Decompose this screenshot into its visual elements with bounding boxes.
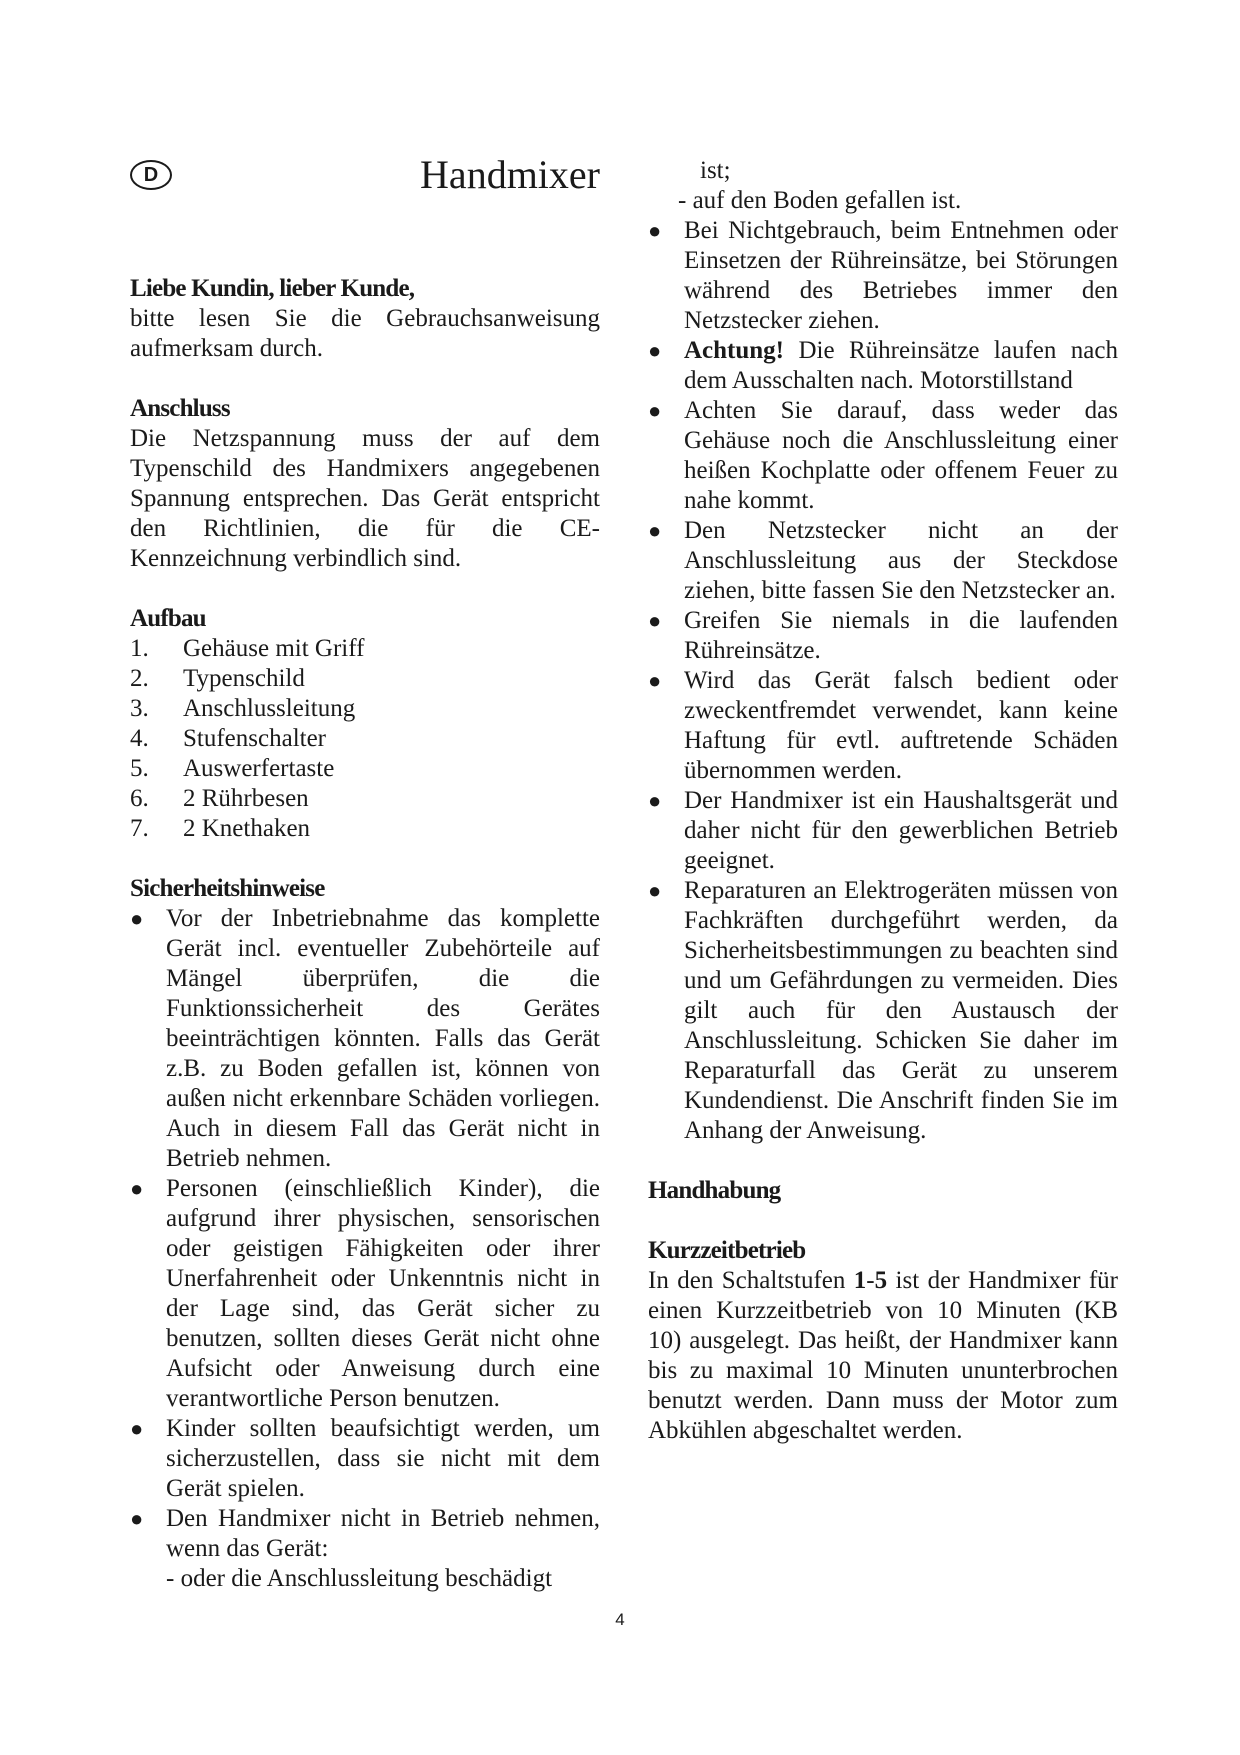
intro-text: bitte lesen Sie die Gebrauchsanweisung aufmerksam durch. — [130, 305, 600, 362]
list-item: 3. Anschlussleitung — [130, 695, 356, 722]
kurzzeit-heading: Kurzzeitbetrieb — [648, 1237, 806, 1264]
safety-bullet-3: ● Kinder sollten beaufsichtigt werden, um sicherzustellen, dass sie nicht mit dem Gerät spielen. — [130, 1414, 600, 1504]
safety-bullet-7: ● Achten Sie darauf, dass weder das Gehäuse noch die Anschlussleitung einer heißen Kochplatte oder offenem Feuer zu nahe kommt. — [648, 396, 1118, 516]
safety-bullet-12: ● Reparaturen an Elektrogeräten müssen von Fachkräften durchgeführt werden, da Sicherheitsbestimmungen zu beachten sind und um Gefährdungen zu vermeiden. Dies gilt auch für den Austausch der Anschlussleitung. Schicken Sie daher im Reparaturfall das Gerät zu unserem Kundendienst. Die Anschrift finden Sie im Anhang der Anweisung. — [648, 876, 1118, 1146]
page-number: 4 — [615, 1610, 625, 1629]
handhabung-heading: Handhabung — [648, 1177, 781, 1204]
page-title: Handmixer — [420, 152, 600, 197]
safety-bullet-9: ● Greifen Sie niemals in die laufenden Rühreinsätze. — [648, 606, 1118, 666]
list-item: 5. Auswerfertaste — [130, 755, 335, 782]
safety-bullet-5: ● Bei Nichtgebrauch, beim Entnehmen oder Einsetzen der Rühreinsätze, bei Störungen während des Betriebes immer den Netzstecker ziehen. — [648, 216, 1118, 336]
safety-bullet-8: ● Den Netzstecker nicht an der Anschlussleitung aus der Steckdose ziehen, bitte fassen Sie den Netzstecker an. — [648, 516, 1118, 606]
safety-list-continued — [648, 216, 1118, 1146]
safety-bullet-10: ● Wird das Gerät falsch bedient oder zweckentfremdet verwendet, kann keine Haftung für evtl. auftretende Schäden übernommen werden. — [648, 666, 1118, 786]
safety-list — [130, 904, 600, 1594]
list-item: 6. 2 Rührbesen — [130, 785, 309, 812]
list-item: 2. Typenschild — [130, 665, 305, 692]
safety-bullet-4: ● Den Handmixer nicht in Betrieb nehmen, wenn das Gerät: - oder die Anschlussleitung beschädigt — [130, 1504, 600, 1594]
right-column — [648, 156, 1118, 1446]
list-item: 7. 2 Knethaken — [130, 815, 311, 842]
greeting: Liebe Kundin, lieber Kunde, — [130, 275, 415, 302]
aufbau-heading: Aufbau — [130, 605, 206, 632]
safety-bullet-4-dash-2: - auf den Boden gefallen ist. — [678, 187, 962, 214]
kurzzeit-text: In den Schaltstufen 1-5 ist der Handmixer für einen Kurzzeitbetrieb von 10 Minuten (KB 10) ausgelegt. Das heißt, der Handmixer kann bis zu maximal 10 Minuten ununterbrochen benutzt werden. Dann muss der Motor zum Abkühlen abgeschaltet werden. — [648, 1267, 1118, 1444]
safety-bullet-1: ● Vor der Inbetriebnahme das komplette Gerät incl. eventueller Zubehörteile auf Mängel überprüfen, die die Funktionssicherheit des Gerätes beeinträchtigen könnten. Falls das Gerät z.B. zu Boden gefallen ist, können von außen nicht erkennbare Schäden vorliegen. Auch in diesem Fall das Gerät nicht in Betrieb nehmen. — [130, 904, 600, 1174]
safety-heading: Sicherheitshinweise — [130, 875, 325, 902]
left-column — [130, 274, 600, 1594]
list-item: 1. Gehäuse mit Griff — [130, 635, 365, 662]
list-item: 4. Stufenschalter — [130, 725, 327, 752]
anschluss-heading: Anschluss — [130, 395, 230, 422]
parts-list — [130, 634, 600, 844]
safety-bullet-2: ● Personen (einschließlich Kinder), die aufgrund ihrer physischen, sensorischen oder geistigen Fähigkeiten oder ihrer Unerfahrenheit oder Unkenntnis nicht in der Lage sind, das Gerät sicher zu benutzen, sollten dieses Gerät nicht ohne Aufsicht oder Anweisung durch eine verantwortliche Person benutzen. — [130, 1174, 600, 1414]
safety-bullet-4-continued: ist; — [700, 157, 731, 184]
anschluss-text: Die Netzspannung muss der auf dem Typenschild des Handmixers angegebenen Spannung entsprechen. Das Gerät entspricht den Richtlinien, die für die CE-Kennzeichnung verbindlich sind. — [130, 425, 600, 572]
safety-bullet-6: ● Achtung! Die Rühreinsätze laufen nach dem Ausschalten nach. Motorstillstand — [648, 336, 1118, 396]
language-badge: D — [130, 160, 172, 190]
safety-bullet-11: ● Der Handmixer ist ein Haushaltsgerät und daher nicht für den gewerblichen Betrieb geeignet. — [648, 786, 1118, 876]
safety-bullet-4-dash-1: - oder die Anschlussleitung beschädigt — [166, 1565, 553, 1592]
